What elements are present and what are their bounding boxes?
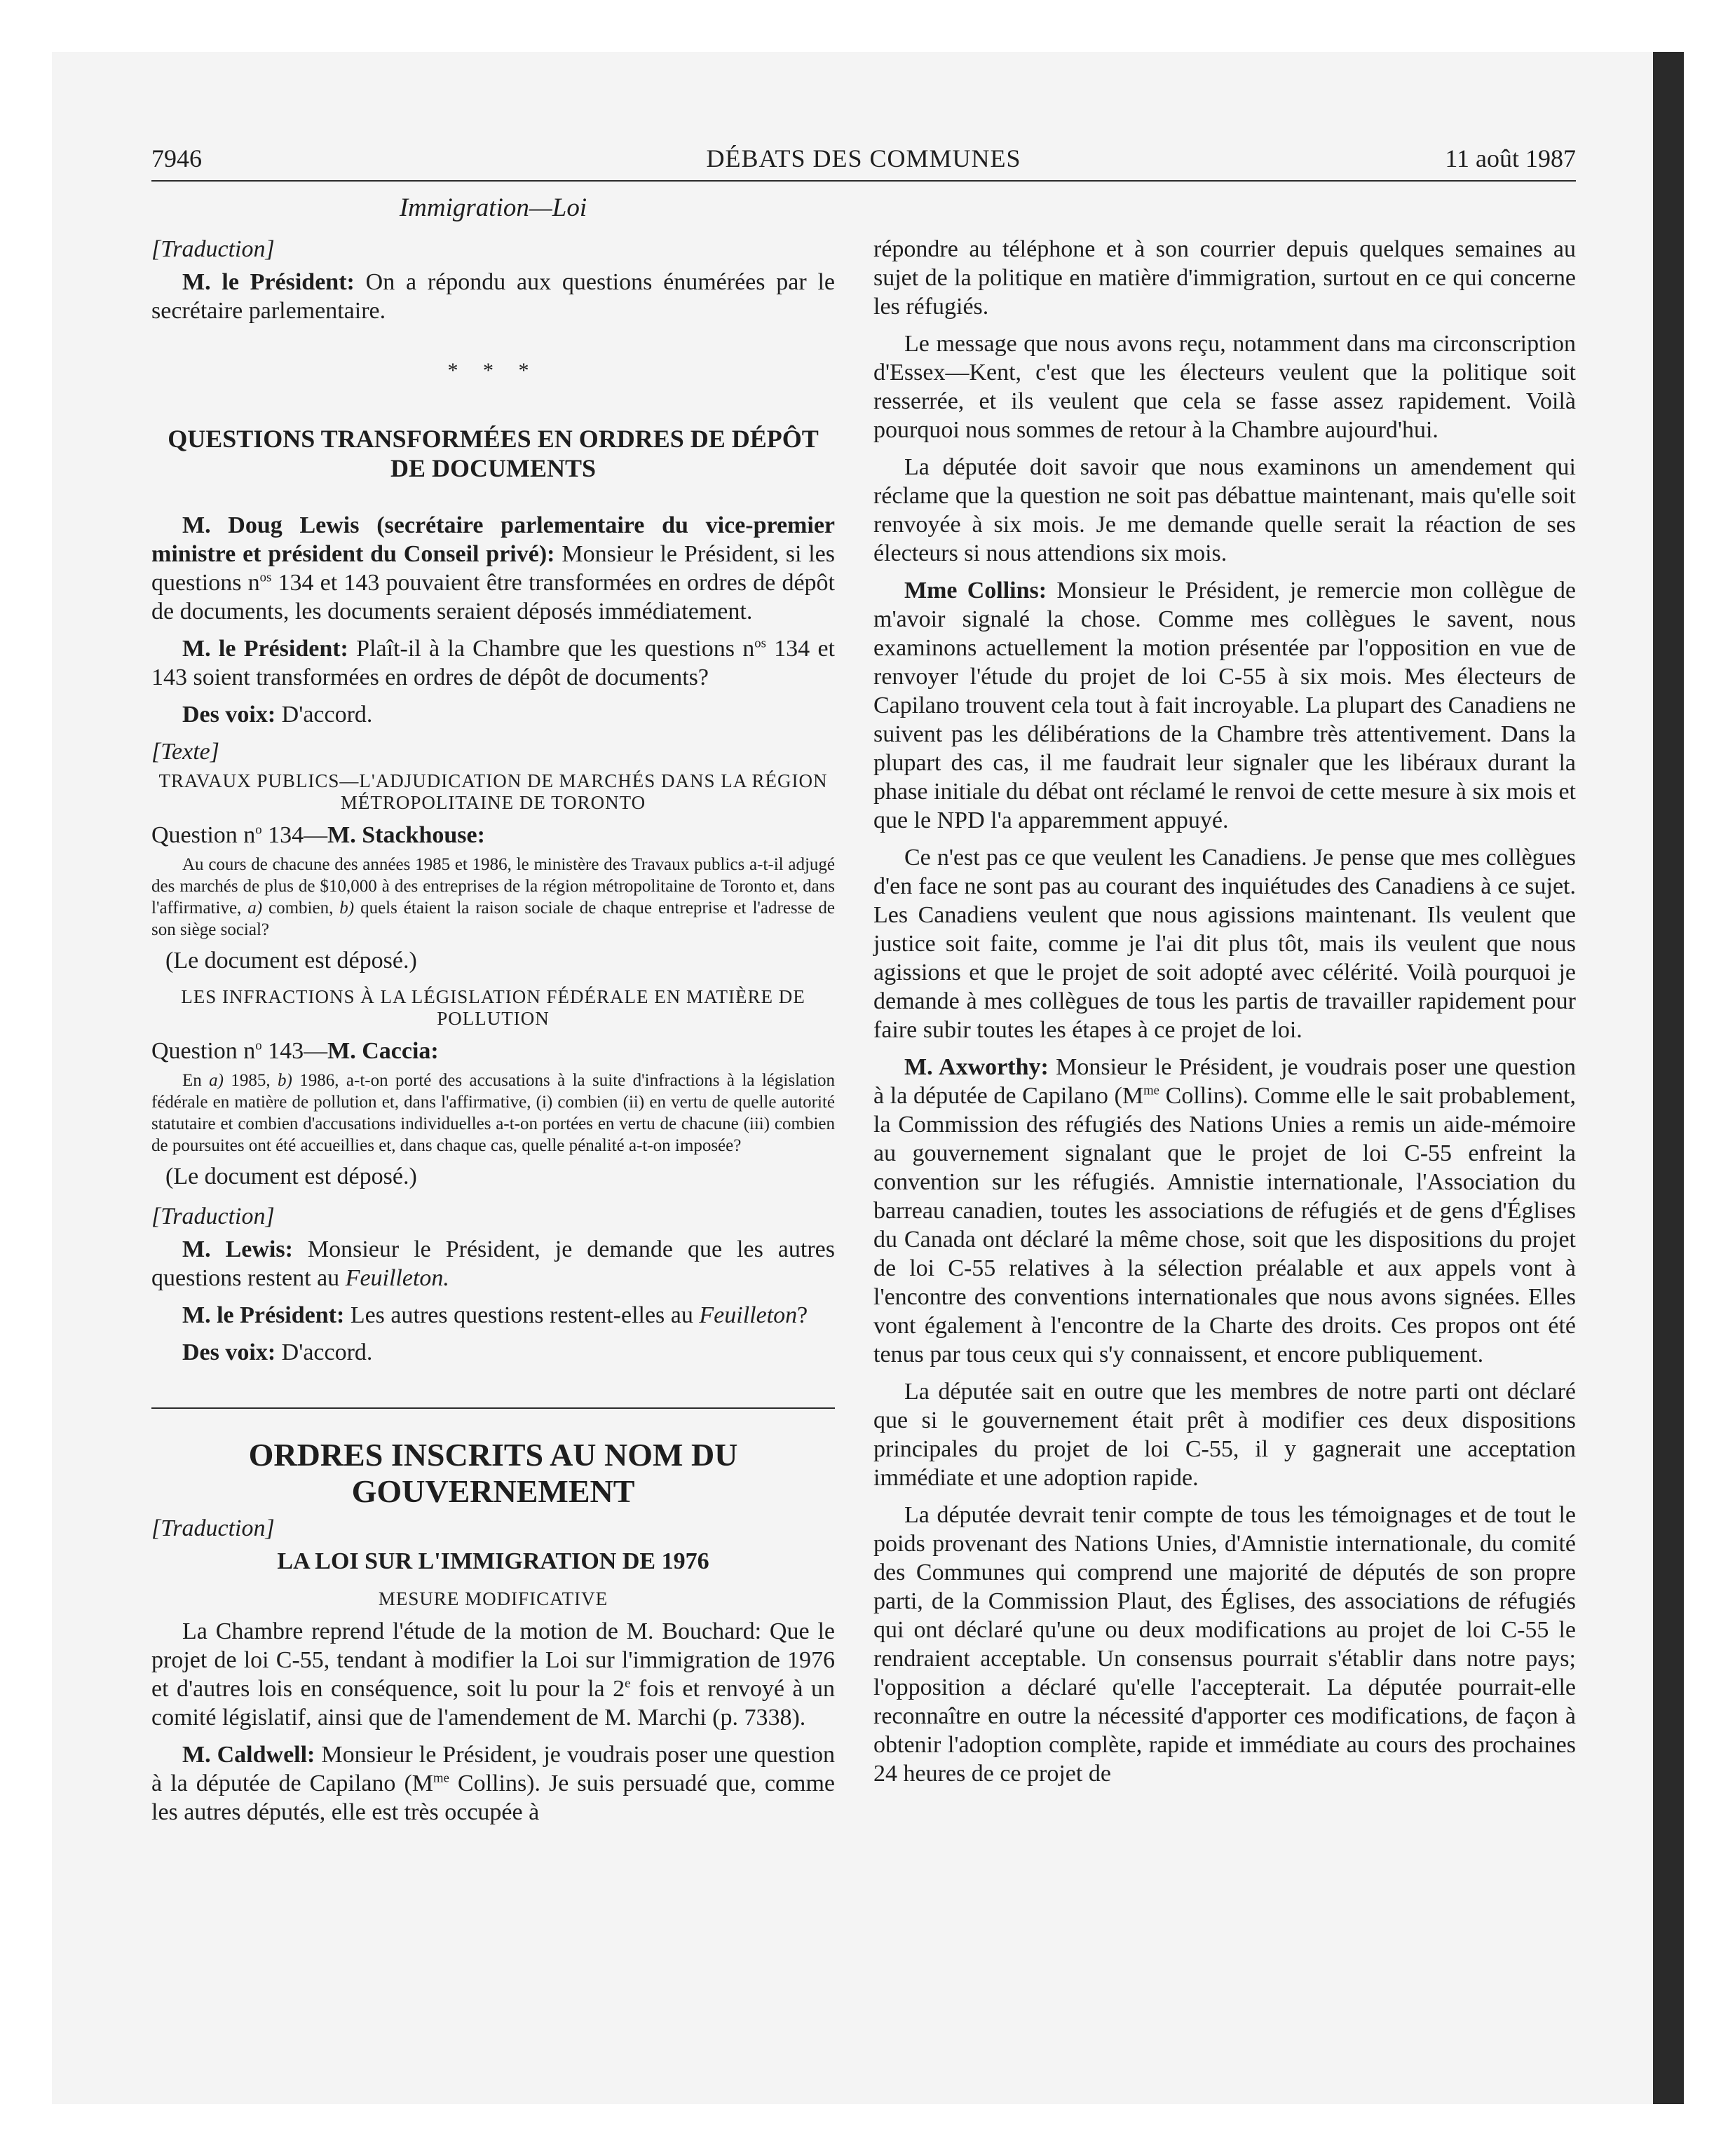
speaker: M. le Président: — [182, 636, 348, 662]
right-column — [873, 235, 1576, 1796]
asker: M. Stackhouse: — [327, 822, 485, 848]
document-deposited-note: (Le document est déposé.) — [165, 1164, 417, 1189]
paragraph: M. Lewis: Monsieur le Président, je demande que les autres questions restent au Feuilleton. — [151, 1236, 835, 1291]
speaker: M. le Président: — [182, 1302, 345, 1328]
paragraph: M. Caldwell: Monsieur le Président, je voudrais poser une question à la députée de Capilano ($M^{me}$ Collins). Je suis persuadé que, comme les autres députés, elle est très occupée à — [151, 1742, 836, 1825]
speaker: M. Caldwell: — [182, 1742, 315, 1768]
question-line: Question $n^o$ 143—M. Caccia: — [151, 1038, 439, 1064]
question-text: En a) 1985, b) 1986, a-t-on porté des accusations à la suite d'infractions à la législation fédérale en matière de pollution et, dans l'affirmative, (i) combien (ii) en vertu de quelle autorité statutaire et combien d'accusations individuelles a-t-on portées en vertu de chacune (iii) combien de poursuites ont été accueillies et, dans chaque cas, quelle pénalité a-t-on imposée? — [151, 1071, 836, 1155]
paragraph: Mme Collins: Monsieur le Président, je remercie mon collègue de m'avoir signalé la chose. Comme mes collègues le savent, nous examinons actuellement la motion présentée par l'opposition en vue de renvoyer l'étude du projet de loi C-55 à six mois. Mes électeurs de Capilano trouvent cela tout à fait incroyable. La plupart des Canadiens ne suivent pas les délibérations de la Chambre très attentivement. Dans la plupart des cas, il me faudrait leur signaler que les libéraux durant la phase initiale du débat ont réclamé le renvoi de cette mesure à six mois et que le NPD l'a apparemment appuyé. — [873, 578, 1576, 833]
scan-edge-bar — [1653, 52, 1684, 2104]
paragraph: M. le Président: On a répondu aux questions énumérées par le secrétaire parlementaire. — [151, 269, 835, 324]
paragraph: M. le Président: Plaît-il à la Chambre que les questions $n^{os}$ 134 et 143 soient transformées en ordres de dépôt de documents? — [151, 636, 835, 690]
speaker: M. Lewis: — [182, 1236, 293, 1262]
question-text: Au cours de chacune des années 1985 et 1986, le ministère des Travaux publics a-t-il adjugé des marchés de plus de $10,000 à des entreprises de la région métropolitaine de Toronto et, dans l'affirmative, a) combien, b) quels étaient la raison sociale de chaque entreprise et l'adresse de son siège social? — [151, 855, 835, 939]
traduction-label: [Traduction] — [151, 236, 275, 262]
speaker: M. Doug Lewis (secrétaire parlementaire du vice-premier ministre et président du Conseil privé): — [151, 512, 835, 567]
section-separator: * * * — [447, 359, 539, 382]
page-number: 7946 — [151, 144, 202, 172]
paragraph: Des voix: D'accord. — [182, 702, 373, 728]
paragraph: La Chambre reprend l'étude de la motion de M. Bouchard: Que le projet de loi C-55, tendant à modifier la Loi sur l'immigration de 1976 et d'autres lois en conséquence, soit lu pour la 2e fois et renvoyé à un comité législatif, ainsi que de l'amendement de M. Marchi (p. 7338). — [151, 1618, 835, 1731]
page-header — [151, 144, 1576, 182]
speaker: M. le Président: — [182, 269, 355, 295]
major-heading: ORDRES INSCRITS AU NOM DU GOUVERNEMENT — [248, 1437, 738, 1509]
publication-title: DÉBATS DES COMMUNES — [706, 144, 1021, 172]
question-title: TRAVAUX PUBLICS—L'ADJUDICATION DE MARCHÉS DANS LA RÉGION MÉTROPOLITAINE DE TORONTO — [158, 770, 828, 813]
bill-heading: LA LOI SUR L'IMMIGRATION DE 1976 — [277, 1548, 709, 1574]
paragraph: La députée devrait tenir compte de tous les témoignages et de tout le poids provenant des Nations Unies, d'Amnistie internationale, du comité des Communes qui comprend une majorité de députés de son propre parti, de la Commission Plaut, des Églises, des associations de réfugiés qui ont déclaré qu'une ou deux modifications au projet de loi C-55 le rendraient acceptable. Un consensus pourrait s'établir dans notre pays; l'opposition a déclaré qu'elle l'accepterait. La députée pourrait-elle reconnaître en outre la nécessité d'apporter ces modifications, de façon à obtenir l'adoption complète, rapide et immédiate au cours des prochaines 24 heures de ce projet de — [873, 1502, 1576, 1787]
question-title: LES INFRACTIONS À LA LÉGISLATION FÉDÉRALE EN MATIÈRE DE POLLUTION — [181, 986, 805, 1029]
paragraph: Des voix: D'accord. — [182, 1339, 373, 1365]
paragraph: M. Doug Lewis (secrétaire parlementaire du vice-premier ministre et président du Conseil privé): Monsieur le Président, si les questions $n^{os}$ 134 et 143 pouvaient être transformées en ordres de dépôt de documents, les documents seraient déposés immédiatement. — [151, 512, 835, 625]
speaker: M. Axworthy: — [904, 1054, 1049, 1080]
paragraph: M. le Président: Les autres questions restent-elles au Feuilleton? — [182, 1302, 808, 1328]
paragraph: M. Axworthy: Monsieur le Président, je voudrais poser une question à la députée de Capilano ($M^{me}$ Collins). Comme elle le sait probablement, la Commission des réfugiés des Nations Unies a remis un aide-mémoire au gouvernement signalant que le projet de loi C-55 enfreint la convention sur les réfugiés. Amnistie internationale, l'Association du barreau canadien, toutes les associations de réfugiés et de gens d'Églises du Canada ont déclaré la même chose, soit que les dispositions du projet de loi C-55 relatives à la sélection préalable et aux appels vont à l'encontre des conventions internationales que nous avons signées. Elles vont également à l'encontre de la Charte des droits. Ces propos ont été tenus par tous ceux qui s'y connaissent, et encore publiquement. — [873, 1054, 1576, 1367]
section-rule — [151, 1407, 835, 1409]
document-deposited-note: (Le document est déposé.) — [165, 948, 417, 974]
paragraph: La députée doit savoir que nous examinons un amendement qui réclame que la question ne soit pas débattue maintenant, mais qu'elle soit renvoyée à six mois. Je me demande quelle serait la réaction de ses électeurs si nous attendions six mois. — [873, 454, 1576, 566]
speaker: Mme Collins: — [904, 578, 1047, 603]
section-heading: QUESTIONS TRANSFORMÉES EN ORDRES DE DÉPÔT DE DOCUMENTS — [168, 425, 819, 482]
subheading: MESURE MODIFICATIVE — [378, 1588, 608, 1609]
page-date: 11 août 1987 — [1445, 144, 1576, 172]
asker: M. Caccia: — [327, 1038, 439, 1064]
texte-label: [Texte] — [151, 739, 219, 765]
speaker: Des voix: — [182, 702, 276, 728]
paragraph: Ce n'est pas ce que veulent les Canadiens. Je pense que mes collègues d'en face ne sont pas au courant des inquiétudes des Canadiens à ce sujet. Les Canadiens veulent que nous agissions maintenant. Ils veulent que justice soit faite, comme je l'ai dit plus tôt, mais ils veulent que nous agissions et que le projet de soit adopté avec célérité. Voilà pourquoi je demande à mes collègues de tous les partis de travailler rapidement pour faire subir toutes les étapes à ce projet de loi. — [873, 845, 1576, 1043]
paragraph: répondre au téléphone et à son courrier depuis quelques semaines au sujet de la politique en matière d'immigration, surtout en ce qui concerne les réfugiés. — [873, 236, 1576, 320]
running-head: Immigration—Loi — [399, 193, 587, 222]
traduction-label: [Traduction] — [151, 1515, 275, 1541]
traduction-label: [Traduction] — [151, 1203, 275, 1229]
paragraph: La députée sait en outre que les membres de notre parti ont déclaré que si le gouvernement était prêt à modifier ces deux dispositions principales du projet de loi C-55, il y gagnerait une acceptation immédiate et une adoption rapide. — [873, 1379, 1576, 1491]
question-line: Question $n^o$ 134—M. Stackhouse: — [151, 822, 485, 848]
speaker: Des voix: — [182, 1339, 276, 1365]
left-column — [151, 235, 835, 1835]
paragraph: Le message que nous avons reçu, notamment dans ma circonscription d'Essex—Kent, c'est que les électeurs veulent que la politique soit resserrée, et ils veulent que cela se fasse assez rapidement. Voilà pourquoi nous sommes de retour à la Chambre aujourd'hui. — [873, 331, 1576, 443]
